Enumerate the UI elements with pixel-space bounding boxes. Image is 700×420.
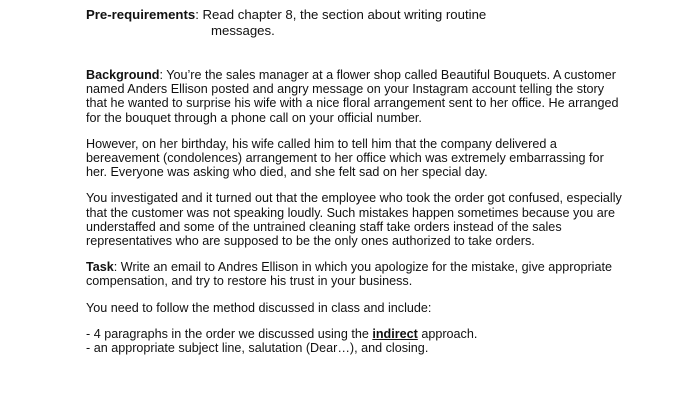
investigation-paragraph: You investigated and it turned out that the employee who took the order got confused, especially that the customer was not speaking loudly. Such mistakes happen sometimes because you are understaffed and some of the untrained cleaning staff take orders instead of the sales representatives who are supposed to be the only ones authorized to take orders. <box>86 191 622 249</box>
task-label: Task <box>86 260 114 275</box>
background-label: Background <box>86 68 160 82</box>
birthday-paragraph: However, on her birthday, his wife called him to tell him that the company delivered a bereavement (condolences) arrangement to her office which was extremely embarrassing for her. Everyone was asking who died, and she felt sad on her special day. <box>86 136 604 180</box>
prerequirements-label: Pre-requirements <box>86 7 196 22</box>
method-intro-paragraph: You need to follow the method discussed in class and include: <box>86 300 432 315</box>
indirect-emphasis: indirect <box>372 326 418 341</box>
prerequirements-text: : Read chapter 8, the section about writing routine <box>195 7 487 22</box>
prerequirements-section <box>86 7 606 38</box>
prerequirements-text-continued: messages. <box>211 22 275 38</box>
requirement-item-subject-line: - an appropriate subject line, salutation (Dear…), and closing. <box>86 341 429 356</box>
task-paragraph <box>86 260 626 288</box>
requirements-list <box>86 327 626 355</box>
task-text: : Write an email to Andres Ellison in which you apologize for the mistake, give appropriate compensation, and try to restore his trust in your business. <box>86 260 612 289</box>
background-paragraph <box>86 68 626 125</box>
requirement-item-paragraphs: - 4 paragraphs in the order we discussed using the indirect approach. <box>86 326 478 341</box>
background-text: : You’re the sales manager at a flower shop called Beautiful Bouquets. A customer named Anders Ellison posted and angry message on your Instagram account telling the story that he wanted to surprise his wife with a nice floral arrangement sent to her office. He arranged for the bouquet through a phone call on your official number. <box>86 68 619 125</box>
assignment-content <box>86 68 626 355</box>
